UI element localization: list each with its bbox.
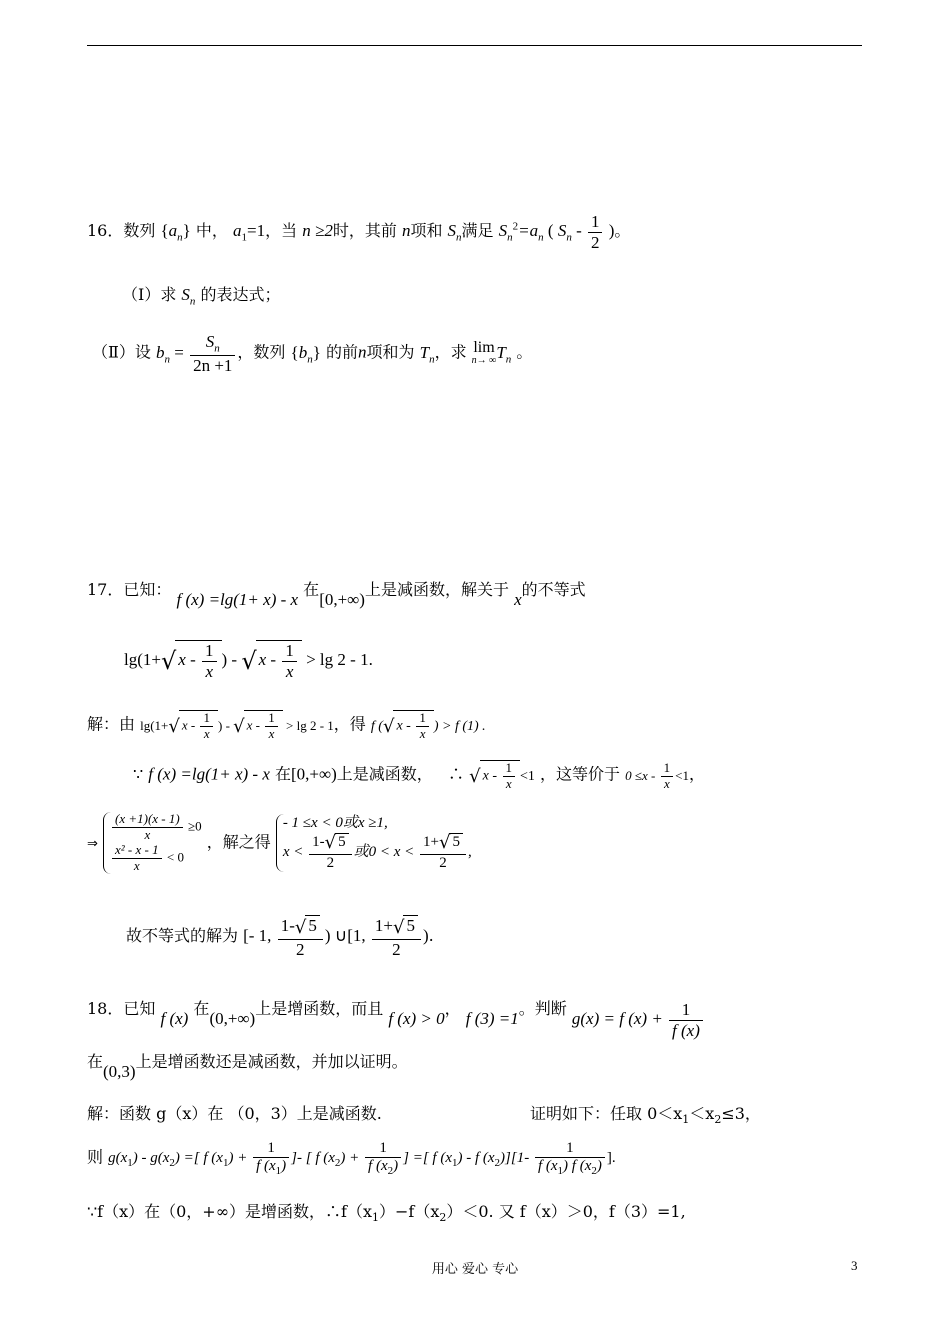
header-rule bbox=[87, 45, 862, 46]
problem18-statement: 18．已知 f (x) 在(0,+∞)上是增函数，而且 f (x) > 0， f (3) =1。判断 g(x) = f (x) + $\frac{1}{f (x)}$ bbox=[87, 990, 705, 1030]
problem18-equation: 则 $g(x_1) - g(x_2)$ =[ f $(x_1)$ + $\frac{1}{f (x_1)}$ ]- [ f $(x_2)$ + $\frac{1}{f (x_2)}$ ] =[ f $(x_1)$ - f $(x_2)][1-$ $\frac{1}{f (x_1) f (x_2)}$ ]. bbox=[87, 1140, 616, 1178]
inequality-system: $\frac{(x +1)(x - 1)}{x}$ ≥0 $\frac{\text{x² - x - 1}}{x}$ < 0 bbox=[103, 812, 202, 874]
problem17-inequality: lg(1+√ x - $\frac{1}{x}$ ) - √ x - $\frac{1}{x}$ > lg 2 - 1. bbox=[124, 641, 373, 681]
footer-text: 用心 爱心 专心 bbox=[431, 1262, 519, 1277]
problem16-part2: （Ⅱ）设 $b_n$ = $\frac{S_n}{2n +1}$ ，数列 $\{b_n\}$ 的前n项和为 $T_n$，求 lim n→ ∞ $T_n$ 。 bbox=[92, 332, 533, 376]
problem17-statement: 17．已知： f (x) =lg(1+ x) - x 在[0,+∞)上是减函数，解关于 x的不等式 bbox=[87, 580, 586, 609]
page-number: 3 bbox=[851, 1258, 858, 1273]
problem17-solution-step2: ∵ f (x) =lg(1+ x) - x 在[0,+∞)上是减函数， ∴ √ x - $\frac{1}{x}$ <1 ，这等价于 0 ≤x - $\frac{1}{x}$ <1， bbox=[133, 760, 705, 792]
problem16-statement: 16．数列 $\{a_n\}$ 中， $a_1=1$，当 n ≥2时，其前 n项和 $S_n$满足 $S_n^2=a_n$ ( $S_n$ - $\frac{1}{2}$ )。 bbox=[87, 212, 631, 252]
problem16-part1: （Ⅰ）求 $S_n$ 的表达式； bbox=[122, 285, 281, 308]
problem18-proof-intro: 证明如下：任取 $0<x_1<x_2\le 3$， bbox=[530, 1104, 761, 1127]
problem17-conclusion: 故不等式的解为 [- 1, $\frac{1-√ 5}{2}$ ) ∪[1, $\frac{1+√ 5}{2}$ ). bbox=[126, 916, 434, 959]
problem17-solution-step1: 解：由 lg(1+√ x - $\frac{1}{x}$ ) - √ x - $\frac{1}{x}$ > lg 2 - 1，得 f (√ x - $\frac{1}{x}$ ) > f (1) . bbox=[87, 710, 486, 742]
solution-system: - 1 ≤x < 0或x ≥1, x < $\frac{1-√ 5}{2}$ 或0 < x < $\frac{1+√ 5}{2}$ , bbox=[276, 814, 472, 872]
problem18-line2: 在(0,3)上是增函数还是减函数，并加以证明。 bbox=[87, 1052, 408, 1081]
problem18-solution: 解：函数 g（x）在 （0，3）上是减函数. 证明如下：任取 $0<x_1<x_2\le 3$， bbox=[87, 1104, 761, 1127]
problem17-system: ⇒ $\frac{(x +1)(x - 1)}{x}$ ≥0 $\frac{\text{x² - x - 1}}{x}$ < 0 ，解之得 - 1 ≤x < 0或x ≥1, x < $\frac{1-√ 5}{2}$ 或0 < x < $\frac{1+√ 5}{2}$ , bbox=[87, 811, 472, 873]
problem18-last-line: ∵f（x）在（0，+∞）是增函数，$\therefore f(x_1)-f(x_2)<0$. 又 f（x）＞0，f（3）=1, bbox=[87, 1202, 686, 1225]
